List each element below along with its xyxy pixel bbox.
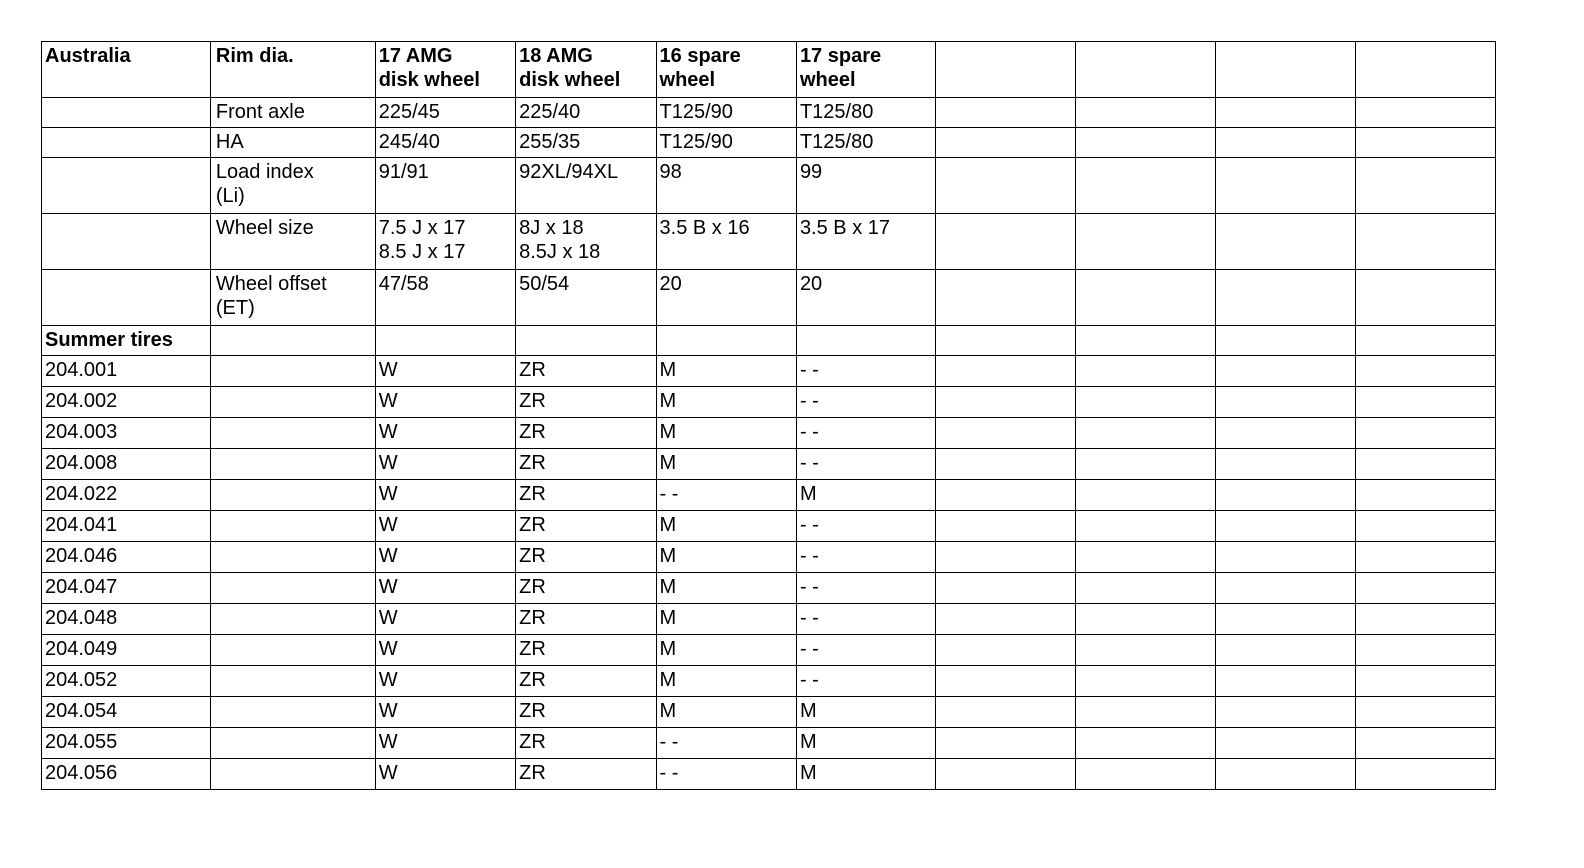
table-cell <box>1216 270 1355 326</box>
table-cell <box>1216 42 1355 98</box>
table-cell <box>210 635 375 666</box>
table-cell <box>936 666 1075 697</box>
table-cell <box>1355 573 1495 604</box>
table-cell <box>936 573 1075 604</box>
table-cell: ZR <box>516 542 656 573</box>
table-cell <box>1216 573 1355 604</box>
table-cell <box>1216 666 1355 697</box>
table-cell: ZR <box>516 356 656 387</box>
table-cell <box>42 214 211 270</box>
table-cell: ZR <box>516 635 656 666</box>
table-cell: ZR <box>516 697 656 728</box>
table-cell: ZR <box>516 604 656 635</box>
spec-row <box>42 214 1496 270</box>
table-row <box>42 573 1496 604</box>
table-cell <box>1216 158 1355 214</box>
table-cell: W <box>375 480 515 511</box>
table-cell <box>1216 418 1355 449</box>
table-cell: ZR <box>516 511 656 542</box>
table-cell: Load index (Li) <box>210 158 375 214</box>
table-cell <box>1075 98 1215 128</box>
table-cell: ZR <box>516 387 656 418</box>
table-cell: - - <box>656 759 796 790</box>
table-cell <box>210 356 375 387</box>
table-cell: 92XL/94XL <box>516 158 656 214</box>
table-row <box>42 604 1496 635</box>
table-cell: M <box>796 759 935 790</box>
table-cell <box>1355 542 1495 573</box>
table-cell: Front axle <box>210 98 375 128</box>
table-cell <box>210 449 375 480</box>
table-cell: W <box>375 604 515 635</box>
table-cell <box>1216 480 1355 511</box>
table-cell <box>1355 635 1495 666</box>
section-row <box>42 326 1496 356</box>
table-cell <box>210 387 375 418</box>
table-row <box>42 759 1496 790</box>
table-cell: 99 <box>796 158 935 214</box>
table-cell <box>1355 604 1495 635</box>
table-cell: 204.052 <box>42 666 211 697</box>
table-cell: 255/35 <box>516 128 656 158</box>
table-cell: Australia <box>42 42 211 98</box>
table-cell: 204.003 <box>42 418 211 449</box>
tire-specification-table <box>41 41 1496 790</box>
table-cell <box>1355 356 1495 387</box>
table-cell <box>210 480 375 511</box>
table-cell: W <box>375 387 515 418</box>
table-cell <box>1075 128 1215 158</box>
table-cell <box>210 511 375 542</box>
table-cell <box>1216 356 1355 387</box>
table-cell <box>1216 326 1355 356</box>
table-cell: ZR <box>516 480 656 511</box>
table-cell <box>1355 128 1495 158</box>
table-cell: - - <box>656 728 796 759</box>
table-row <box>42 635 1496 666</box>
spec-row <box>42 128 1496 158</box>
table-cell <box>1355 511 1495 542</box>
table-cell: W <box>375 418 515 449</box>
table-cell: - - <box>796 387 935 418</box>
table-cell <box>1216 604 1355 635</box>
table-cell <box>1075 387 1215 418</box>
table-cell: 204.056 <box>42 759 211 790</box>
table-cell: 17 spare wheel <box>796 42 935 98</box>
table-cell: ZR <box>516 573 656 604</box>
table-cell <box>1216 542 1355 573</box>
table-cell: Rim dia. <box>210 42 375 98</box>
table-cell <box>936 158 1075 214</box>
table-cell <box>1355 666 1495 697</box>
table-cell: T125/90 <box>656 98 796 128</box>
table-cell: 204.002 <box>42 387 211 418</box>
table-cell <box>1355 387 1495 418</box>
table-cell <box>1355 697 1495 728</box>
table-cell: W <box>375 759 515 790</box>
table-cell: 204.001 <box>42 356 211 387</box>
table-cell: - - <box>796 449 935 480</box>
table-cell: M <box>796 480 935 511</box>
table-cell: 204.046 <box>42 542 211 573</box>
table-cell <box>42 98 211 128</box>
table-cell <box>1075 418 1215 449</box>
table-cell: W <box>375 449 515 480</box>
header-row <box>42 42 1496 98</box>
table-cell: 20 <box>796 270 935 326</box>
table-cell <box>1075 449 1215 480</box>
table-cell <box>1355 270 1495 326</box>
table-cell: - - <box>796 573 935 604</box>
table-cell: M <box>656 387 796 418</box>
table-cell: - - <box>796 666 935 697</box>
table-cell: M <box>656 666 796 697</box>
table-cell: - - <box>656 480 796 511</box>
table-cell: M <box>656 356 796 387</box>
table-cell: 204.041 <box>42 511 211 542</box>
table-cell: Wheel size <box>210 214 375 270</box>
table-cell: 204.054 <box>42 697 211 728</box>
table-cell: W <box>375 573 515 604</box>
table-cell <box>1075 270 1215 326</box>
table-cell: 16 spare wheel <box>656 42 796 98</box>
table-cell <box>1075 326 1215 356</box>
table-cell <box>42 158 211 214</box>
table-cell: 204.055 <box>42 728 211 759</box>
table-cell: ZR <box>516 449 656 480</box>
table-cell <box>210 418 375 449</box>
table-cell <box>936 511 1075 542</box>
table-cell <box>1075 542 1215 573</box>
table-cell: M <box>656 573 796 604</box>
table-cell: 204.048 <box>42 604 211 635</box>
table-cell: M <box>656 418 796 449</box>
table-cell <box>1216 387 1355 418</box>
table-cell: Wheel offset (ET) <box>210 270 375 326</box>
table-row <box>42 511 1496 542</box>
table-cell: M <box>796 728 935 759</box>
table-cell <box>936 480 1075 511</box>
table-cell <box>1075 42 1215 98</box>
table-body <box>42 42 1496 790</box>
table-cell <box>1216 511 1355 542</box>
table-cell <box>1355 42 1495 98</box>
table-cell <box>656 326 796 356</box>
table-cell <box>1216 697 1355 728</box>
table-cell: T125/80 <box>796 98 935 128</box>
table-cell: 204.008 <box>42 449 211 480</box>
table-cell <box>210 542 375 573</box>
table-cell: W <box>375 728 515 759</box>
table-cell <box>936 728 1075 759</box>
table-cell <box>936 635 1075 666</box>
table-cell: ZR <box>516 666 656 697</box>
table-cell: M <box>656 604 796 635</box>
table-cell <box>1075 214 1215 270</box>
table-cell: 245/40 <box>375 128 515 158</box>
table-cell <box>936 214 1075 270</box>
table-cell <box>42 128 211 158</box>
table-cell: 204.047 <box>42 573 211 604</box>
table-cell: 98 <box>656 158 796 214</box>
table-cell: M <box>656 697 796 728</box>
table-row <box>42 542 1496 573</box>
table-cell <box>936 542 1075 573</box>
table-cell: 225/40 <box>516 98 656 128</box>
table-cell <box>936 418 1075 449</box>
table-cell <box>1075 666 1215 697</box>
table-cell <box>1075 728 1215 759</box>
table-cell: 47/58 <box>375 270 515 326</box>
table-cell <box>375 326 515 356</box>
table-cell <box>1355 326 1495 356</box>
table-cell: W <box>375 635 515 666</box>
table-cell <box>1075 158 1215 214</box>
table-cell <box>1355 480 1495 511</box>
table-cell <box>210 728 375 759</box>
table-cell <box>1355 418 1495 449</box>
table-cell: 91/91 <box>375 158 515 214</box>
table-cell: - - <box>796 604 935 635</box>
table-cell: 204.022 <box>42 480 211 511</box>
table-cell: W <box>375 666 515 697</box>
table-cell: 8J x 18 8.5J x 18 <box>516 214 656 270</box>
table-cell: ZR <box>516 418 656 449</box>
table-cell: W <box>375 697 515 728</box>
table-row <box>42 480 1496 511</box>
table-cell: - - <box>796 635 935 666</box>
table-cell <box>1355 449 1495 480</box>
table-cell <box>1355 158 1495 214</box>
table-cell <box>1216 449 1355 480</box>
spec-row <box>42 158 1496 214</box>
table-cell <box>1075 480 1215 511</box>
table-cell <box>1075 635 1215 666</box>
table-cell: 3.5 B x 16 <box>656 214 796 270</box>
table-cell: - - <box>796 356 935 387</box>
table-cell <box>1216 728 1355 759</box>
table-cell <box>796 326 935 356</box>
table-cell: - - <box>796 542 935 573</box>
table-cell <box>936 449 1075 480</box>
table-cell: - - <box>796 418 935 449</box>
table-cell <box>210 604 375 635</box>
table-cell <box>936 326 1075 356</box>
table-cell: W <box>375 542 515 573</box>
table-cell: M <box>656 542 796 573</box>
table-cell <box>210 666 375 697</box>
table-cell <box>936 604 1075 635</box>
table-cell <box>210 697 375 728</box>
table-cell: - - <box>796 511 935 542</box>
table-cell <box>1075 697 1215 728</box>
table-row <box>42 387 1496 418</box>
table-cell <box>1216 98 1355 128</box>
table-row <box>42 356 1496 387</box>
table-cell: M <box>796 697 935 728</box>
table-cell: W <box>375 511 515 542</box>
table-cell: HA <box>210 128 375 158</box>
table-cell <box>1355 214 1495 270</box>
table-cell <box>1216 214 1355 270</box>
spec-row <box>42 270 1496 326</box>
table-cell <box>936 98 1075 128</box>
table-cell: ZR <box>516 728 656 759</box>
table-row <box>42 666 1496 697</box>
table-cell: M <box>656 635 796 666</box>
table-cell <box>1216 128 1355 158</box>
table-cell <box>1075 356 1215 387</box>
table-cell <box>936 697 1075 728</box>
table-cell: 18 AMG disk wheel <box>516 42 656 98</box>
table-cell: 3.5 B x 17 <box>796 214 935 270</box>
section-label: Summer tires <box>42 326 211 356</box>
table-cell: 204.049 <box>42 635 211 666</box>
table-cell <box>1355 759 1495 790</box>
table-cell <box>936 42 1075 98</box>
table-cell: 17 AMG disk wheel <box>375 42 515 98</box>
table-cell <box>516 326 656 356</box>
table-cell: ZR <box>516 759 656 790</box>
table-cell: M <box>656 449 796 480</box>
table-cell <box>1216 759 1355 790</box>
table-cell <box>1075 604 1215 635</box>
table-cell: 225/45 <box>375 98 515 128</box>
table-cell <box>936 128 1075 158</box>
table-row <box>42 449 1496 480</box>
table-cell <box>210 759 375 790</box>
table-cell: 7.5 J x 17 8.5 J x 17 <box>375 214 515 270</box>
table-cell: W <box>375 356 515 387</box>
table-cell: 20 <box>656 270 796 326</box>
table-cell <box>936 759 1075 790</box>
table-cell <box>210 573 375 604</box>
table-cell <box>936 387 1075 418</box>
table-cell <box>1216 635 1355 666</box>
table-cell <box>210 326 375 356</box>
table-cell: M <box>656 511 796 542</box>
table-row <box>42 418 1496 449</box>
table-cell: T125/80 <box>796 128 935 158</box>
table-row <box>42 697 1496 728</box>
table-cell <box>1075 759 1215 790</box>
spec-row <box>42 98 1496 128</box>
table-cell: T125/90 <box>656 128 796 158</box>
table-cell <box>1355 98 1495 128</box>
table-cell <box>936 270 1075 326</box>
table-row <box>42 728 1496 759</box>
table-cell <box>42 270 211 326</box>
table-cell <box>1075 511 1215 542</box>
table-cell <box>1355 728 1495 759</box>
table-cell: 50/54 <box>516 270 656 326</box>
table-cell <box>936 356 1075 387</box>
table-cell <box>1075 573 1215 604</box>
